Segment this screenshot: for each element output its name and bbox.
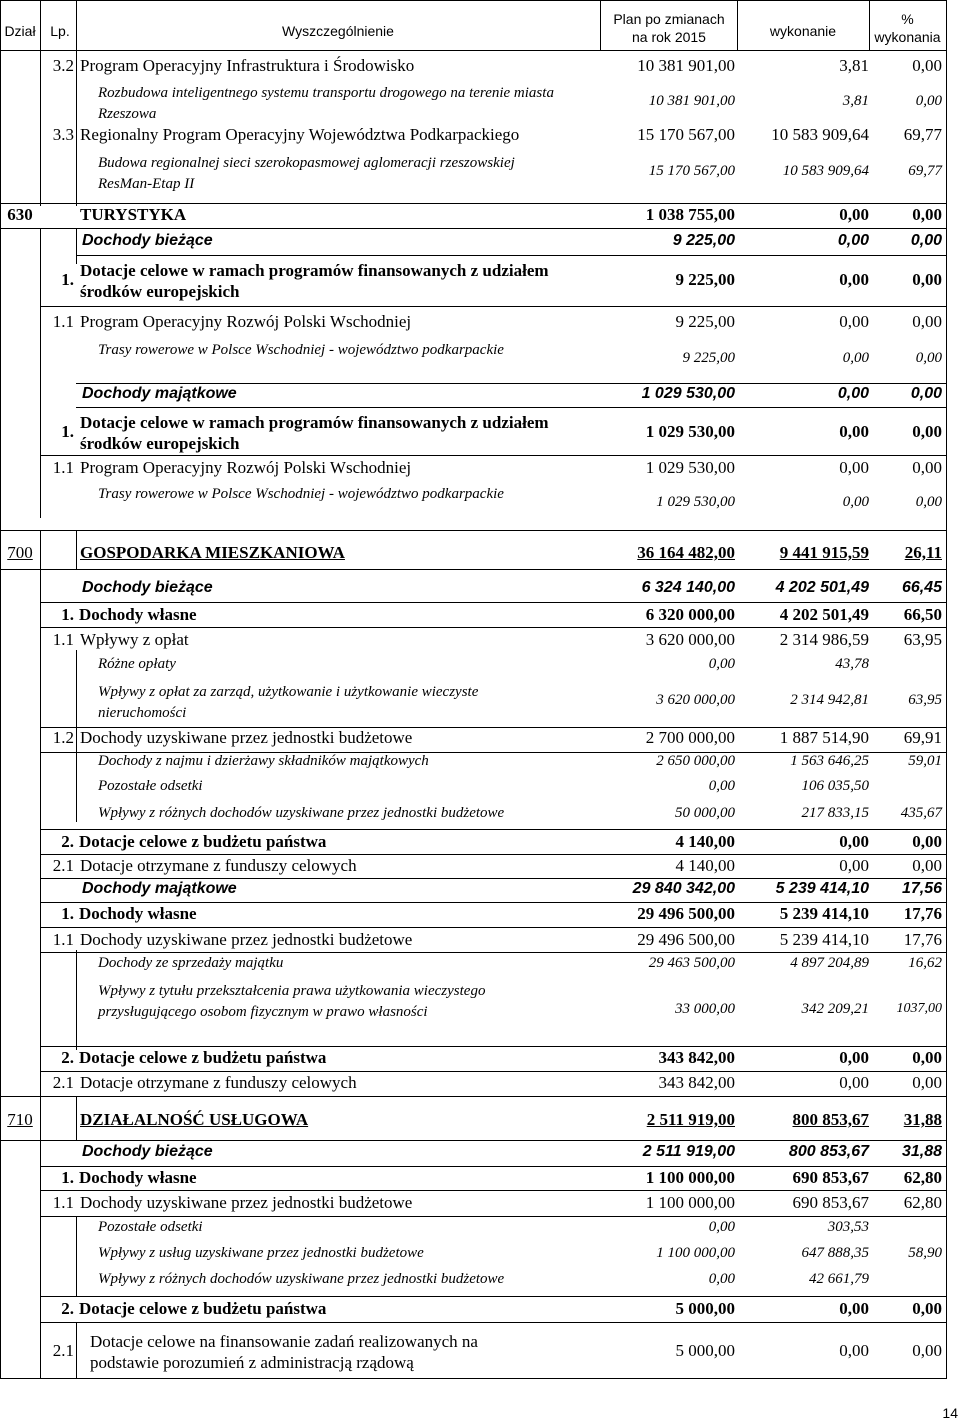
percent-value: 59,01 [908, 753, 942, 769]
row-description: Pozostałe odsetki [98, 1219, 203, 1235]
row-separator [40, 752, 946, 753]
row-description: Dochody z najmu i dzierżawy składników majątkowych [98, 753, 429, 769]
row-description: Wpływy z opłat [80, 630, 189, 649]
row-separator [40, 902, 946, 903]
lp-divider [76, 1096, 77, 1140]
execution-value: 42 661,79 [809, 1271, 869, 1287]
execution-value: 3,81 [839, 56, 869, 75]
percent-header: % wykonania [874, 11, 941, 45]
row-description: Dochody własne [79, 904, 197, 923]
plan-value: 1 029 530,00 [656, 494, 735, 510]
row-separator [40, 1046, 946, 1047]
row-separator [0, 530, 946, 531]
header-column-divider [76, 0, 77, 51]
percent-value: 0,00 [912, 1073, 942, 1092]
execution-value: 4 897 204,89 [790, 955, 869, 971]
row-separator [0, 1140, 946, 1141]
row-separator [0, 569, 946, 570]
lp-divider [76, 1322, 77, 1378]
execution-value: 5 239 414,10 [775, 880, 869, 897]
execution-value: 0,00 [839, 1073, 869, 1092]
lp-number: 2.1 [52, 856, 74, 875]
row-description: Dotacje celowe w ramach programów finansowanych z udziałem środków europejskich [80, 413, 549, 453]
percent-value: 0,00 [912, 856, 942, 875]
execution-value: 5 239 414,10 [779, 930, 869, 949]
execution-value: 43,78 [835, 656, 869, 672]
row-description: Dotacje otrzymane z funduszy celowych [80, 856, 357, 875]
percent-value: 0,00 [915, 494, 942, 510]
percent-value: 0,00 [915, 350, 942, 366]
lp-number: 1. [61, 605, 74, 624]
execution-value: 4 202 501,49 [775, 579, 869, 596]
plan-value: 50 000,00 [675, 805, 735, 821]
plan-value: 36 164 482,00 [637, 543, 735, 562]
row-description: Wpływy z różnych dochodów uzyskiwane przez jednostki budżetowe [98, 1271, 505, 1287]
plan-value: 2 511 919,00 [646, 1110, 735, 1129]
page-number: 14 [942, 1405, 958, 1421]
lp-number: 1. [61, 422, 74, 441]
row-description: Dotacje celowe w ramach programów finansowanych z udziałem środków europejskich [80, 261, 549, 301]
plan-value: 2 700 000,00 [645, 728, 735, 747]
row-description: Rozbudowa inteligentnego systemu transportu drogowego na terenie miasta Rzeszowa [98, 85, 554, 122]
row-description: GOSPODARKA MIESZKANIOWA [80, 543, 345, 562]
execution-value: 0,00 [842, 350, 869, 366]
execution-value: 0,00 [839, 1048, 869, 1067]
row-separator [40, 455, 946, 456]
percent-value: 0,00 [912, 270, 942, 289]
plan-value: 0,00 [708, 1271, 735, 1287]
header-column-divider [40, 0, 41, 51]
execution-value: 690 853,67 [792, 1168, 869, 1187]
plan-value: 0,00 [708, 778, 735, 794]
plan-value: 2 650 000,00 [656, 753, 735, 769]
row-description: Dochody bieżące [82, 1143, 213, 1160]
row-separator [40, 1322, 946, 1323]
plan-value: 2 511 919,00 [642, 1143, 735, 1160]
execution-value: 10 583 909,64 [782, 163, 869, 179]
dzial-divider [40, 569, 41, 1109]
plan-value: 1 100 000,00 [656, 1245, 735, 1261]
percent-value: 0,00 [912, 1341, 942, 1360]
execution-value: 0,00 [842, 494, 869, 510]
execution-value: 2 314 986,59 [779, 630, 869, 649]
percent-value: 0,00 [912, 56, 942, 75]
execution-value: 5 239 414,10 [779, 904, 869, 923]
row-description: Pozostałe odsetki [98, 778, 203, 794]
row-description: Różne opłaty [98, 656, 176, 672]
plan-value: 0,00 [708, 656, 735, 672]
lp-number: 3.2 [52, 56, 74, 75]
lp-number: 2. [61, 1299, 74, 1318]
row-description: Dochody bieżące [82, 579, 213, 596]
percent-value: 0,00 [912, 1299, 942, 1318]
row-separator [76, 407, 946, 408]
percent-value: 66,50 [903, 605, 942, 624]
lp-number: 1.1 [52, 312, 74, 331]
dzial-code: 630 [7, 205, 33, 224]
plan-value: 29 463 500,00 [648, 955, 735, 971]
row-separator [40, 306, 946, 307]
plan-value: 9 225,00 [682, 350, 735, 366]
dzial-divider [40, 530, 41, 569]
execution-value: 690 853,67 [792, 1193, 869, 1212]
row-description: Dotacje celowe z budżetu państwa [79, 1048, 327, 1067]
execution-value: 0,00 [839, 422, 869, 441]
plan-value: 343 842,00 [658, 1048, 735, 1067]
row-description: Program Operacyjny Rozwój Polski Wschodniej [80, 458, 412, 477]
lp-number: 1. [61, 1168, 74, 1187]
percent-value: 69,77 [908, 163, 942, 179]
execution-value: 3,81 [842, 93, 869, 109]
table-bottom-border [0, 1378, 947, 1379]
plan-header: Plan po zmianach na rok 2015 [613, 11, 725, 45]
percent-value: 16,62 [908, 955, 942, 971]
execution-value: 9 441 915,59 [779, 543, 869, 562]
execution-value: 4 202 501,49 [779, 605, 869, 624]
percent-value: 17,76 [903, 930, 942, 949]
execution-value: 800 853,67 [788, 1143, 869, 1160]
lp-number: 2.1 [52, 1073, 74, 1092]
row-description: Dochody ze sprzedaży majątku [98, 955, 284, 971]
percent-value: 435,67 [900, 805, 942, 821]
plan-value: 343 842,00 [658, 1073, 735, 1092]
percent-value: 0,00 [912, 312, 942, 331]
execution-value: 0,00 [839, 458, 869, 477]
execution-value: 1 563 646,25 [790, 753, 869, 769]
percent-value: 62,80 [903, 1168, 942, 1187]
execution-value: 0,00 [839, 832, 869, 851]
plan-value: 3 620 000,00 [656, 692, 735, 708]
row-separator [40, 627, 946, 628]
dzial-code: 700 [7, 543, 33, 562]
row-separator [40, 1190, 946, 1191]
row-description: Wpływy z usług uzyskiwane przez jednostki budżetowe [98, 1245, 424, 1261]
row-separator [0, 228, 946, 229]
percent-value: 62,80 [903, 1193, 942, 1212]
row-description: Dochody uzyskiwane przez jednostki budżetowe [80, 930, 413, 949]
row-separator [40, 878, 946, 879]
percent-value: 26,11 [904, 543, 942, 562]
lp-number: 1. [61, 904, 74, 923]
execution-value: 0,00 [839, 1299, 869, 1318]
row-description: DZIAŁALNOŚĆ USŁUGOWA [80, 1110, 309, 1129]
header-column-divider [0, 0, 1, 51]
dzial-header: Dział [4, 23, 36, 39]
percent-value: 0,00 [910, 232, 942, 249]
lp-number: 1.1 [52, 1193, 74, 1212]
lp-number: 1.1 [52, 630, 74, 649]
header-bottom-border [0, 50, 946, 51]
row-separator [76, 255, 946, 256]
lp-divider [76, 228, 77, 264]
plan-value: 15 170 567,00 [637, 125, 735, 144]
dzial-code: 710 [7, 1110, 33, 1129]
percent-value: 63,95 [903, 630, 942, 649]
execution-value: 647 888,35 [801, 1245, 869, 1261]
row-description: Dochody własne [79, 1168, 197, 1187]
execution-value: 0,00 [839, 856, 869, 875]
description-header: Wyszczególnienie [282, 23, 394, 39]
execution-value: 303,53 [827, 1219, 869, 1235]
table-right-border [946, 50, 947, 1378]
plan-value: 10 381 901,00 [648, 93, 735, 109]
row-separator [40, 602, 946, 603]
plan-value: 29 496 500,00 [637, 904, 735, 923]
plan-value: 1 029 530,00 [645, 422, 735, 441]
lp-number: 2. [61, 1048, 74, 1067]
execution-value: 0,00 [839, 1341, 869, 1360]
row-description: Trasy rowerowe w Polsce Wschodniej - województwo podkarpackie [98, 342, 504, 358]
plan-value: 1 100 000,00 [645, 1193, 735, 1212]
lp-number: 1.1 [52, 930, 74, 949]
lp-number: 3.3 [52, 125, 74, 144]
percent-value: 58,90 [908, 1245, 942, 1261]
execution-value: 1 887 514,90 [779, 728, 869, 747]
percent-value: 0,00 [912, 205, 942, 224]
row-description: Dochody bieżące [82, 232, 213, 249]
plan-value: 3 620 000,00 [645, 630, 735, 649]
lp-divider [76, 650, 77, 822]
plan-value: 5 000,00 [675, 1299, 735, 1318]
lp-number: 1. [61, 270, 74, 289]
percent-value: 0,00 [912, 422, 942, 441]
lp-number: 2. [61, 832, 74, 851]
execution-value: 0,00 [837, 232, 869, 249]
plan-value: 6 320 000,00 [645, 605, 735, 624]
plan-value: 1 029 530,00 [641, 385, 735, 402]
row-separator [40, 927, 946, 928]
row-separator [40, 829, 946, 830]
row-separator [0, 203, 946, 204]
percent-value: 63,95 [908, 692, 942, 708]
row-description: Dochody majątkowe [82, 880, 237, 897]
percent-value: 17,56 [901, 880, 942, 897]
execution-value: 0,00 [839, 270, 869, 289]
row-description: Trasy rowerowe w Polsce Wschodniej - województwo podkarpackie [98, 486, 504, 502]
percent-value: 0,00 [912, 458, 942, 477]
header-column-divider [600, 0, 601, 51]
row-description: TURYSTYKA [80, 205, 187, 224]
row-separator [40, 952, 946, 953]
header-column-divider [869, 0, 870, 51]
row-description: Dotacje otrzymane z funduszy celowych [80, 1073, 357, 1092]
lp-divider [76, 530, 77, 569]
execution-value: 342 209,21 [801, 1001, 869, 1017]
plan-value: 1 038 755,00 [645, 205, 735, 224]
plan-value: 9 225,00 [675, 312, 735, 331]
lp-divider [76, 1216, 77, 1296]
plan-value: 1 100 000,00 [645, 1168, 735, 1187]
row-description: Dotacje celowe z budżetu państwa [79, 1299, 327, 1318]
percent-value: 0,00 [912, 1048, 942, 1067]
row-description: Dotacje celowe na finansowanie zadań realizowanych na podstawie porozumień z administracją rządową [90, 1332, 478, 1372]
execution-value: 0,00 [839, 205, 869, 224]
row-separator [0, 1096, 946, 1097]
row-description: Wpływy z różnych dochodów uzyskiwane przez jednostki budżetowe [98, 805, 505, 821]
header-column-divider [737, 0, 738, 51]
row-description: Regionalny Program Operacyjny Województwa Podkarpackiego [80, 125, 520, 144]
row-description: Program Operacyjny Infrastruktura i Środowisko [80, 56, 415, 75]
plan-value: 10 381 901,00 [637, 56, 735, 75]
row-description: Dochody majątkowe [82, 385, 237, 402]
dzial-divider [40, 50, 41, 206]
lp-divider [76, 950, 77, 1050]
plan-value: 0,00 [708, 1219, 735, 1235]
percent-value: 69,91 [903, 728, 942, 747]
lp-divider [76, 50, 77, 206]
dzial-divider [40, 228, 41, 518]
lp-number: 1.1 [52, 458, 74, 477]
header-top-border [0, 0, 946, 1]
execution-value: 106 035,50 [801, 778, 869, 794]
row-description: Wpływy z opłat za zarząd, użytkowanie i użytkowanie wieczyste nieruchomości [98, 684, 479, 721]
plan-value: 1 029 530,00 [645, 458, 735, 477]
plan-value: 9 225,00 [675, 270, 735, 289]
plan-value: 29 496 500,00 [637, 930, 735, 949]
plan-value: 4 140,00 [675, 856, 735, 875]
percent-value: 1037,00 [896, 1001, 942, 1016]
plan-value: 6 324 140,00 [641, 579, 735, 596]
plan-value: 33 000,00 [675, 1001, 735, 1017]
row-description: Dochody uzyskiwane przez jednostki budżetowe [80, 728, 413, 747]
lp-number: 2.1 [52, 1341, 74, 1360]
row-separator [40, 1296, 946, 1297]
plan-value: 29 840 342,00 [632, 880, 735, 897]
row-separator [40, 727, 946, 728]
row-separator [40, 1216, 946, 1217]
execution-value: 0,00 [837, 385, 869, 402]
table-left-border [0, 50, 1, 1378]
lp-number: 1.2 [52, 728, 74, 747]
row-description: Dotacje celowe z budżetu państwa [79, 832, 327, 851]
execution-value: 0,00 [839, 312, 869, 331]
row-description: Program Operacyjny Rozwój Polski Wschodniej [80, 312, 412, 331]
execution-header: wykonanie [769, 23, 837, 39]
dzial-divider [40, 1096, 41, 1140]
row-description: Wpływy z tytułu przekształcenia prawa użytkowania wieczystego przysługującego osobom fizycznym w prawo własności [98, 983, 486, 1020]
row-separator [40, 854, 946, 855]
row-description: Dochody uzyskiwane przez jednostki budżetowe [80, 1193, 413, 1212]
percent-value: 66,45 [901, 579, 942, 596]
percent-value: 31,88 [901, 1143, 942, 1160]
row-separator [76, 383, 946, 384]
row-separator [40, 1166, 946, 1167]
row-description: Dochody własne [79, 605, 197, 624]
execution-value: 2 314 942,81 [790, 692, 869, 708]
plan-value: 15 170 567,00 [648, 163, 735, 179]
row-description: Budowa regionalnej sieci szerokopasmowej aglomeracji rzeszowskiej ResMan-Etap II [98, 155, 515, 192]
execution-value: 217 833,15 [801, 805, 869, 821]
percent-value: 17,76 [903, 904, 942, 923]
execution-value: 800 853,67 [792, 1110, 869, 1129]
percent-value: 69,77 [903, 125, 942, 144]
percent-value: 0,00 [912, 832, 942, 851]
plan-value: 4 140,00 [675, 832, 735, 851]
lp-header: Lp. [50, 23, 70, 39]
plan-value: 9 225,00 [672, 232, 735, 249]
header-column-divider [946, 0, 947, 51]
dzial-divider [40, 1140, 41, 1378]
execution-value: 10 583 909,64 [771, 125, 869, 144]
percent-value: 31,88 [903, 1110, 942, 1129]
plan-value: 5 000,00 [675, 1341, 735, 1360]
row-separator [40, 1071, 946, 1072]
percent-value: 0,00 [915, 93, 942, 109]
percent-value: 0,00 [910, 385, 942, 402]
